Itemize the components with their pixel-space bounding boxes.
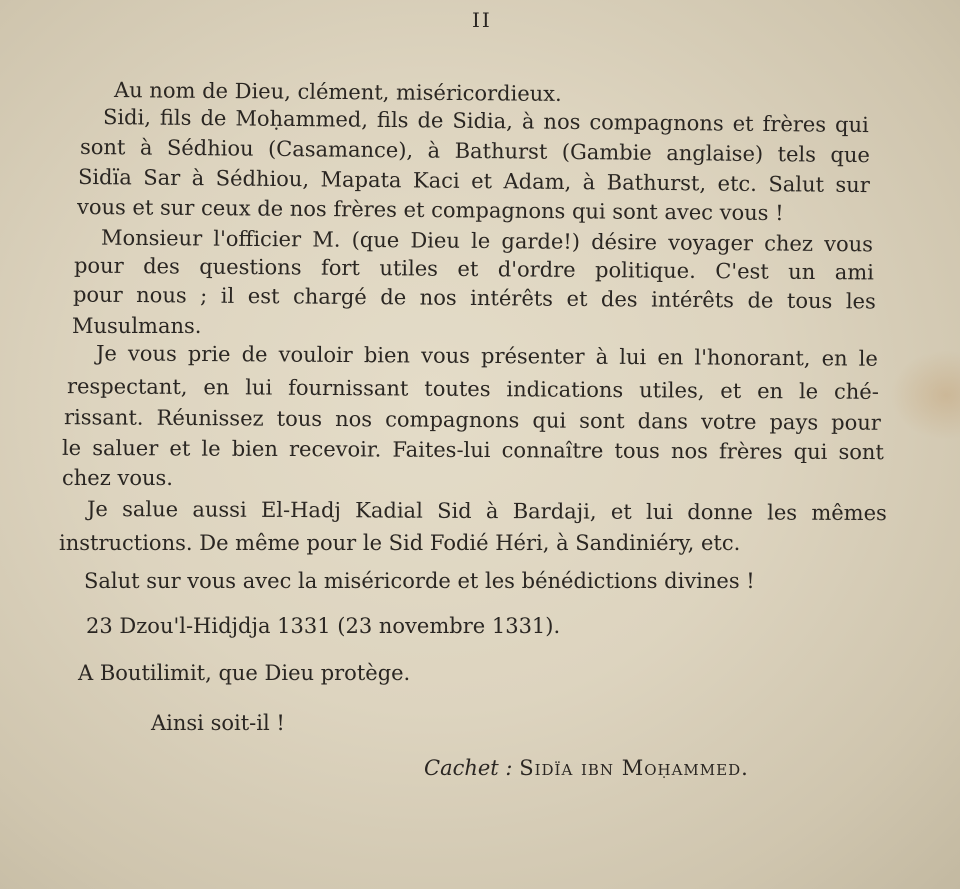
word: les [845,289,876,314]
word: présenter [480,343,585,369]
word: des [600,287,638,312]
word: sont [838,439,884,465]
word: en [821,346,848,371]
word: politique. [594,258,696,283]
word: (Casamance), [267,136,414,163]
word: fort [320,255,361,281]
word: salue [122,497,179,522]
closing-line: Ainsi soit-il ! [151,711,285,735]
word: des [143,254,180,279]
word: fournissant [288,375,409,401]
word: toutes [424,376,491,402]
word: voyager [668,230,754,256]
word: Sédhiou, [215,166,310,192]
word: intérêts [651,287,735,313]
word: Adam, [503,169,572,195]
word: le [471,228,491,254]
word: et [471,168,493,194]
word: Moḥammed, [235,106,369,132]
word: El-Hadj [260,497,342,523]
word: Réunissez [156,405,264,431]
word: connaître [501,438,604,463]
text-line [101,225,873,258]
word: Monsieur [100,225,203,251]
text-line [96,340,878,371]
seal-signature [424,756,749,780]
word: Je [95,341,117,366]
word: à [139,135,153,160]
word: chargé [292,284,367,310]
word: lui [619,344,647,370]
word: respectant, [66,374,188,400]
word: qui [834,112,869,138]
word: à [191,166,205,191]
word: mêmes [811,500,887,526]
word: les [767,500,798,525]
word: désire [591,229,658,255]
word: saluer [92,436,159,461]
text-line [64,404,881,436]
text-line [87,496,887,526]
word: sur [835,172,870,198]
word: utiles [379,256,439,281]
word: pays [769,410,819,435]
word: aussi [192,497,247,522]
word: Sid [437,498,472,523]
word: Je [86,496,108,522]
word: et [566,286,588,311]
word: pour [73,253,124,278]
word: d'ordre [497,257,576,282]
word: à [595,344,609,369]
page-number: II [472,8,492,32]
word: que [830,142,871,168]
text-line [103,104,869,138]
word: Bathurst, [606,170,707,196]
word: anglaise) [666,141,764,167]
word: nos [335,407,373,432]
word: Salut [768,172,825,197]
word: lui [245,375,273,400]
word: dans [637,409,689,434]
word: Kaci [412,168,460,193]
text-line [78,164,870,198]
word: un [788,259,816,284]
word: bien [231,436,278,461]
word: nous [136,283,187,308]
word: de [417,108,444,133]
word: et [457,256,479,282]
text-line [74,253,874,286]
text-line: Musulmans. [72,314,202,338]
word: fils [159,105,192,130]
text-line: Au nom de Dieu, clément, miséricordieux. [113,78,562,106]
text-line: instructions. De même pour le Sid Fodié Héri, à Sandiniéry, etc. [59,531,741,555]
word: le [858,346,878,371]
word: vous [127,341,177,366]
word: l'officier [213,226,302,252]
word: bien [363,343,411,368]
word: utiles, [639,378,705,403]
word: M. [312,227,341,252]
word: (Gambie [561,139,652,165]
word: tous [614,438,660,463]
word: vous [421,343,471,368]
word: vouloir [278,342,353,368]
word: Faites-lui [392,437,491,463]
word: garde!) [501,229,581,254]
word: ; [200,283,208,308]
word: pour [831,410,881,435]
word: le [61,435,82,460]
word: Dieu [410,228,461,253]
word: le [201,436,221,461]
word: frères [762,111,827,137]
word: Sidïa [77,164,132,190]
text-line: Salut sur vous avec la miséricorde et les bénédictions divines ! [84,569,755,593]
word: de [200,106,227,131]
text-line [67,373,879,405]
text-line: chez vous. [62,466,173,490]
word: qui [532,408,567,433]
word: il [220,283,235,308]
word: lui [645,499,674,524]
word: en [757,378,784,404]
word: Bardaji, [512,499,597,524]
seal-name: Sidïa ibn Moḥammed. [519,756,749,780]
word: Sédhiou [166,135,254,161]
word: de [747,288,774,313]
word: de [241,342,268,367]
word: sont [79,134,126,160]
word: tous [276,406,323,431]
word: Bathurst [454,138,548,164]
word: nos [543,109,581,134]
word: et [169,436,191,461]
word: indications [506,377,624,403]
word: compagnons [589,110,724,136]
word: en [657,345,684,370]
place-line: A Boutilimit, que Dieu protège. [78,661,411,685]
word: rissant. [63,405,144,430]
word: chez [764,231,814,256]
seal-label: Cachet : [424,756,513,780]
word: Sar [143,165,181,190]
word: (que [351,227,400,253]
word: etc. [717,171,758,196]
word: tous [786,288,833,314]
word: fils [376,107,409,133]
word: de [380,285,407,310]
word: sont [579,408,625,434]
text-line: vous et sur ceux de nos frères et compagnons qui sont avec vous ! [76,194,784,226]
word: Mapata [320,167,402,193]
word: questions [199,254,302,280]
text-line [62,435,884,465]
word: ché- [833,379,879,404]
word: qui [793,439,828,464]
date-line: 23 Dzou'l-Hidjdja 1331 (23 novembre 1331). [86,614,561,638]
word: l'honorant, [694,345,811,371]
word: compagnons [385,407,520,433]
word: en [203,375,230,400]
word: à [521,109,535,134]
word: est [247,284,280,309]
word: frères [719,439,783,464]
word: Sidi, [102,104,152,130]
word: et [732,111,754,136]
word: tels [777,142,817,167]
word: pour [72,282,123,307]
word: et [610,499,632,524]
word: donne [687,500,753,525]
word: le [798,379,819,404]
word: recevoir. [288,437,382,462]
word: C'est [715,259,769,284]
word: votre [700,409,757,434]
word: à [582,170,596,195]
word: Kadial [355,498,423,523]
text-line [80,134,870,168]
word: vous [824,231,874,257]
word: à [427,138,441,163]
text-line [73,281,876,314]
word: Sidia, [452,108,514,134]
word: nos [670,439,708,464]
word: intérêts [470,285,554,311]
word: nos [419,285,457,310]
paper-stain [890,350,960,440]
word: ami [834,260,875,285]
word: et [720,378,742,403]
word: à [485,498,499,524]
word: prie [187,341,231,367]
